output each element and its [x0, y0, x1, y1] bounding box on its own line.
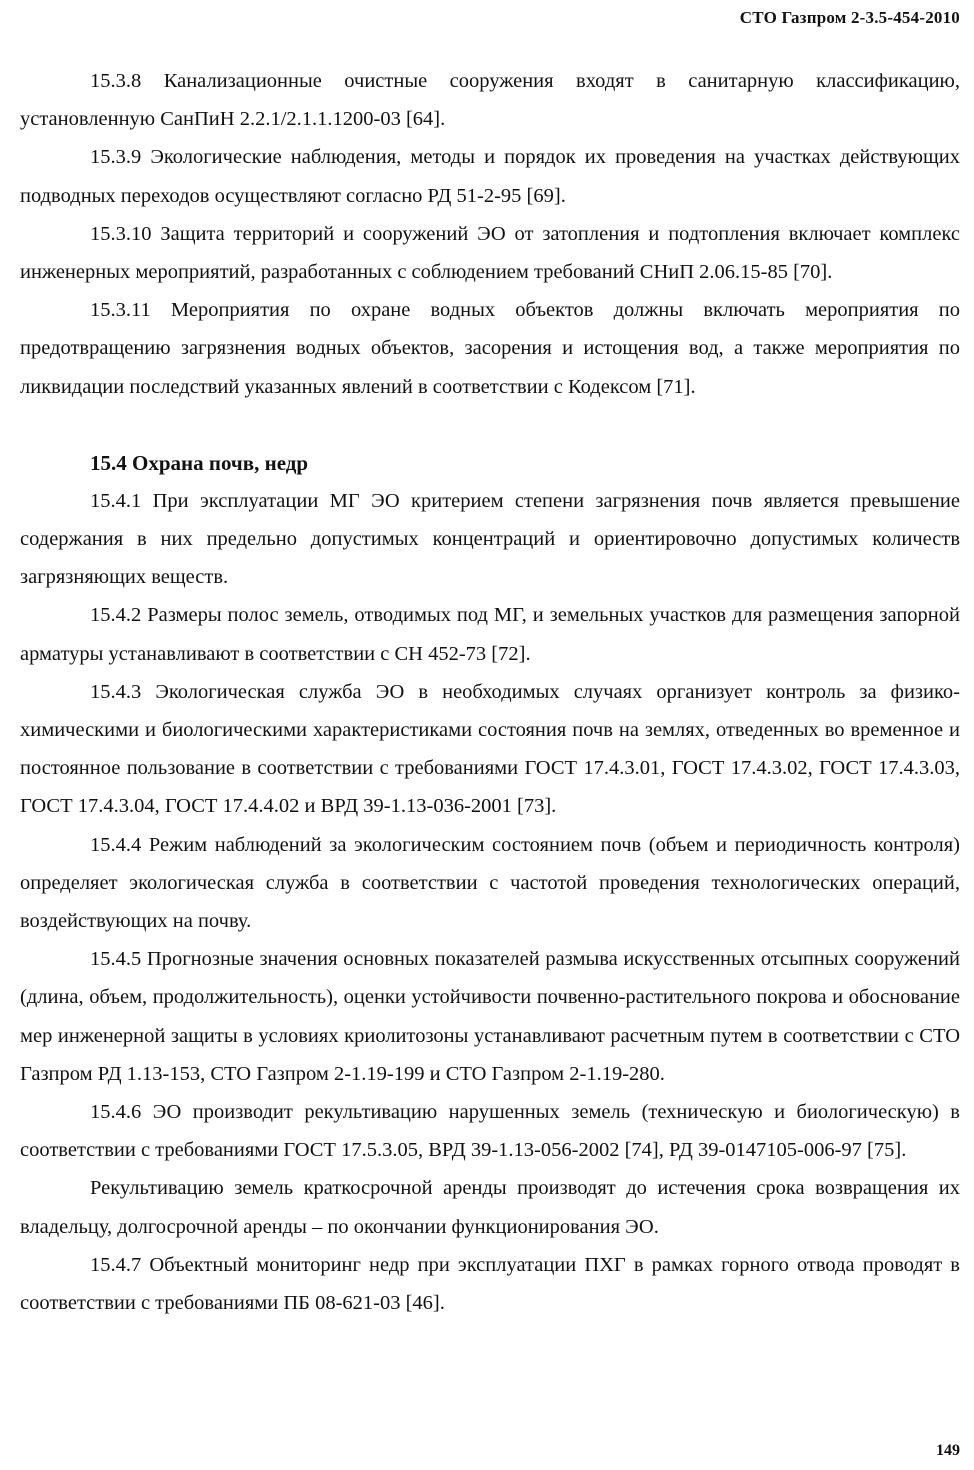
paragraph-15-4-4: 15.4.4 Режим наблюдений за экологическим состоянием почв (объем и периодичность контроля) определяет экологическая служба в соответствии с частотой проведения технологических операций, воздействующих на почву.	[20, 833, 960, 933]
paragraph-15-4-2: 15.4.2 Размеры полос земель, отводимых под МГ, и земельных участков для размещения запорной арматуры устанавливают в соответствии с СН 452-73 [72].	[20, 604, 960, 665]
paragraph-15-4-6: 15.4.6 ЭО производит рекультивацию нарушенных земель (техническую и биологическую) в соответствии с требованиями ГОСТ 17.5.3.05, ВРД 39-1.13-056-2002 [74], РД 39-0147105-006-97 [75].	[20, 1101, 960, 1162]
paragraph-15-3-8: 15.3.8 Канализационные очистные сооружения входят в санитарную классификацию, установленную СанПиН 2.2.1/2.1.1.1200-03 [64].	[20, 70, 960, 131]
paragraph-15-4-1: 15.4.1 При эксплуатации МГ ЭО критерием степени загрязнения почв является превышение содержания в них предельно допустимых концентраций и ориентировочно допустимых количеств загрязняющих веществ.	[20, 489, 960, 589]
section-heading-15-4: 15.4 Охрана почв, недр	[90, 450, 309, 475]
paragraph-15-4-3: 15.4.3 Экологическая служба ЭО в необходимых случаях организует контроль за физико-химическими и биологическими характеристиками состояния почв на землях, отведенных во временное и постоянное пользование в соответствии с требованиями ГОСТ 17.4.3.01, ГОСТ 17.4.3.02, ГОСТ 17.4.3.03, ГОСТ 17.4.3.04, ГОСТ 17.4.4.02 и ВРД 39-1.13-036-2001 [73].	[20, 680, 960, 818]
paragraph-15-4-5: 15.4.5 Прогнозные значения основных показателей размыва искусственных отсыпных сооружений (длина, объем, продолжительность), оценки устойчивости почвенно-растительного покрова и обоснование мер инженерной защиты в условиях криолитозоны устанавливают расчетным путем в соответствии с СТО Газпром РД 1.13-153, СТО Газпром 2-1.19-199 и СТО Газпром 2-1.19-280.	[20, 948, 960, 1085]
paragraph-15-3-11: 15.3.11 Мероприятия по охране водных объектов должны включать мероприятия по предотвращению загрязнения водных объектов, засорения и истощения вод, а также мероприятия по ликвидации последствий указанных явлений в соответствии с Кодексом [71].	[20, 299, 960, 398]
document-code-header: СТО Газпром 2-3.5-454-2010	[739, 8, 960, 27]
paragraph-recultivation-note: Рекультивацию земель краткосрочной аренды производят до истечения срока возвращения их владельцу, долгосрочной аренды – по окончании функционирования ЭО.	[20, 1177, 960, 1238]
paragraph-15-4-7: 15.4.7 Объектный мониторинг недр при эксплуатации ПХГ в рамках горного отвода проводят в соответствии с требованиями ПБ 08-621-03 [46].	[20, 1253, 960, 1315]
paragraph-15-3-10: 15.3.10 Защита территорий и сооружений ЭО от затопления и подтопления включает комплекс инженерных мероприятий, разработанных с соблюдением требований СНиП 2.06.15-85 [70].	[20, 222, 960, 284]
page-number: 149	[936, 1442, 960, 1459]
paragraph-15-3-9: 15.3.9 Экологические наблюдения, методы и порядок их проведения на участках действующих подводных переходов осуществляют согласно РД 51-2-95 [69].	[20, 146, 960, 207]
section-spacer	[20, 406, 960, 444]
page-body	[20, 62, 960, 1322]
